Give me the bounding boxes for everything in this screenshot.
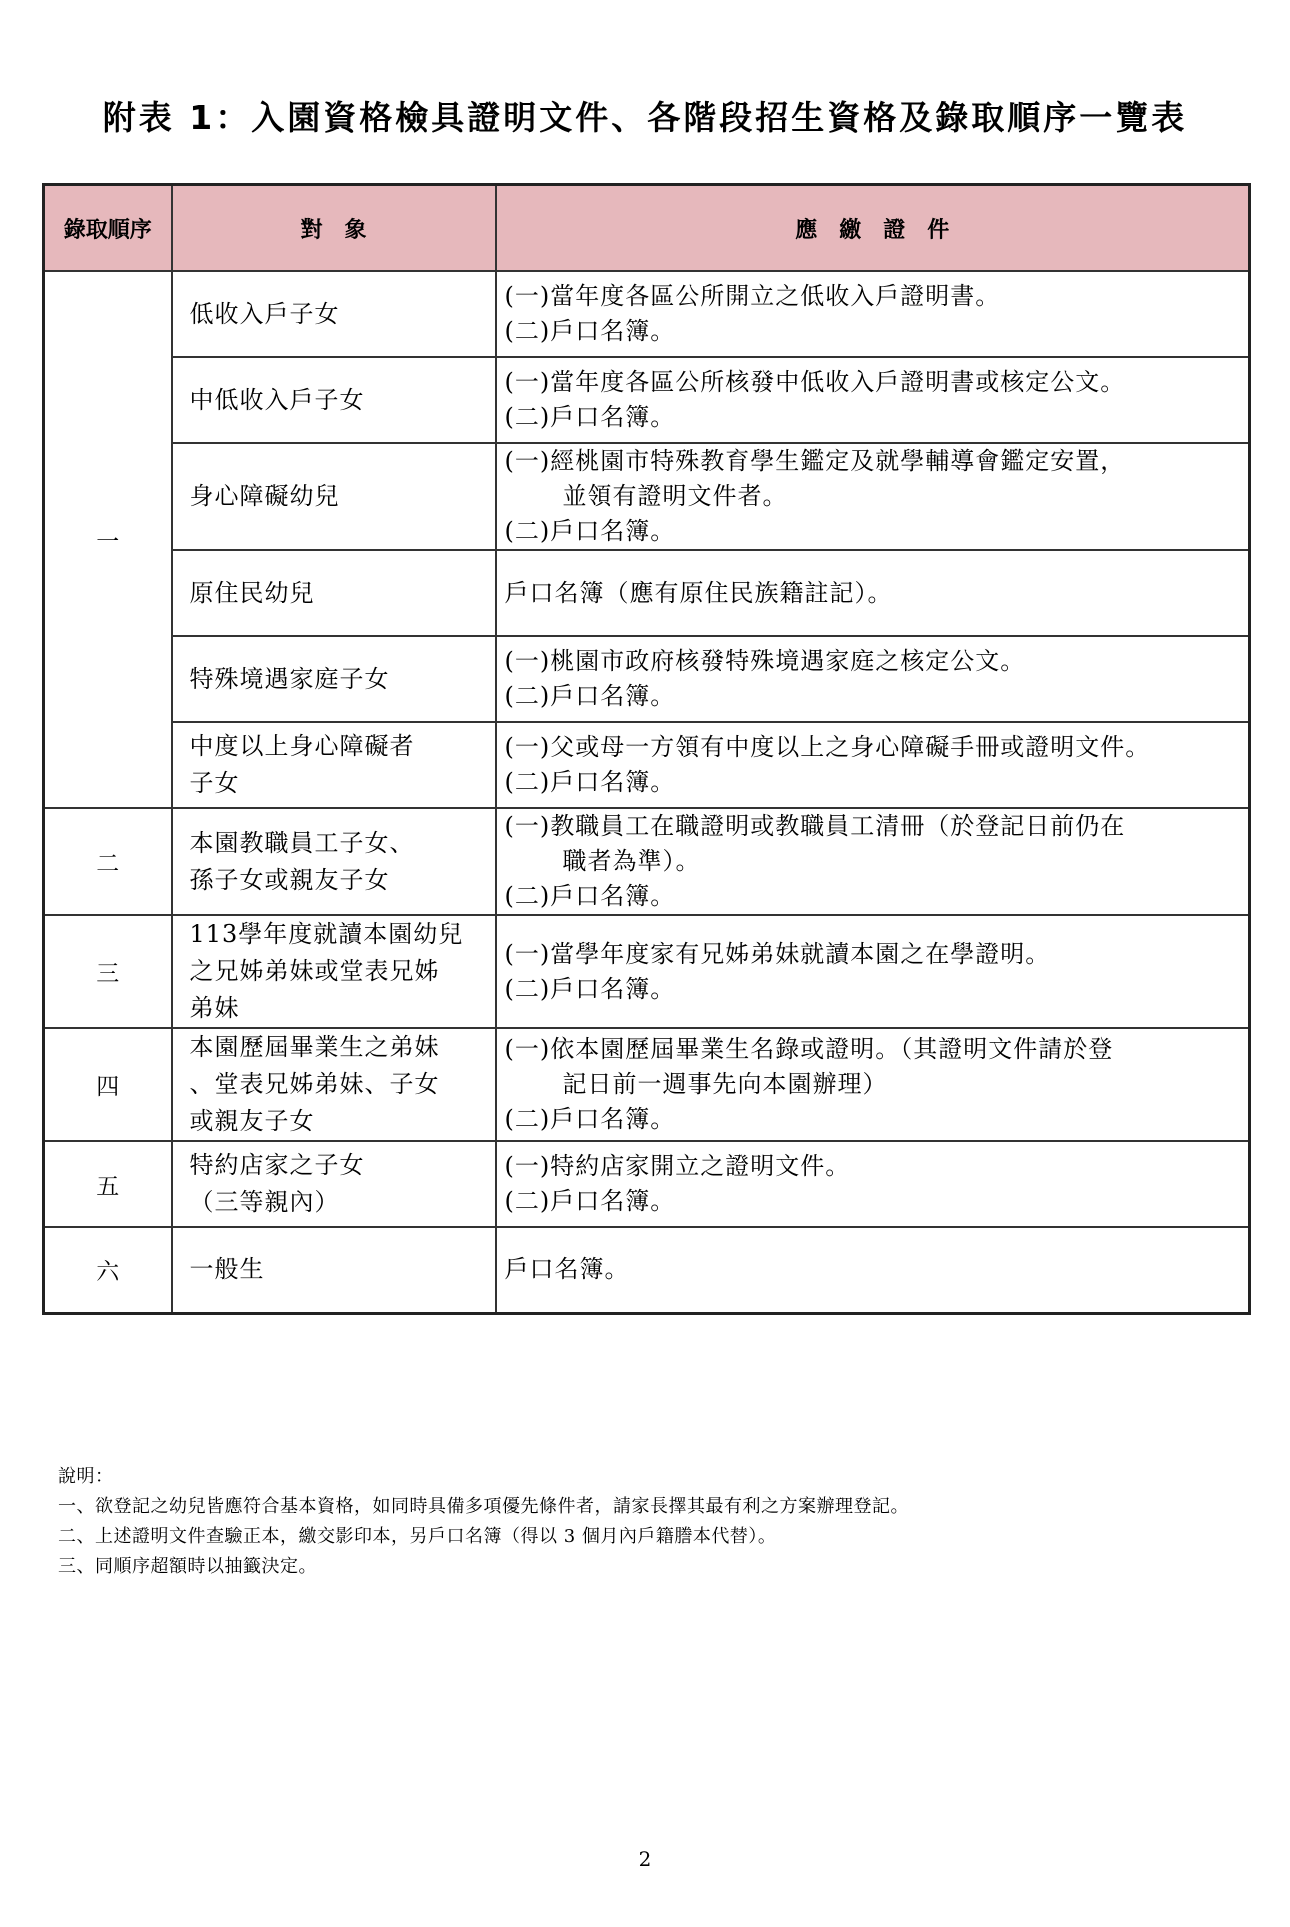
target-line: 身心障礙幼兒: [189, 482, 340, 510]
target-line: （三等親內）: [189, 1188, 340, 1216]
docs-cell: [496, 443, 1250, 550]
doc-line: 並領有證明文件者。: [562, 482, 788, 510]
docs-cell: [496, 550, 1250, 636]
target-cell: [172, 443, 496, 550]
header-target: 對 象: [172, 185, 496, 272]
note-item-2: 二、上述證明文件查驗正本，繳交影印本，另戶口名簿（得以 3 個月內戶籍謄本代替）。: [58, 1526, 777, 1547]
target-line: 中度以上身心障礙者: [189, 732, 415, 760]
doc-line: (一)當年度各區公所開立之低收入戶證明書。: [504, 282, 1001, 310]
target-cell: [172, 1141, 496, 1227]
table-row: [44, 1141, 1250, 1227]
order-cell: 三: [44, 915, 172, 1028]
target-line: 低收入戶子女: [189, 299, 340, 328]
target-line: 特殊境遇家庭子女: [189, 664, 390, 693]
docs-cell: [496, 271, 1250, 357]
target-cell: [172, 1227, 496, 1313]
doc-line: 戶口名簿。: [504, 1255, 630, 1284]
target-line: 中低收入戶子女: [189, 385, 365, 414]
docs-cell: [496, 357, 1250, 443]
target-line: 子女: [189, 769, 240, 797]
target-line: 特約店家之子女: [189, 1151, 365, 1179]
target-cell: [172, 271, 496, 357]
table-row: [44, 636, 1250, 722]
page-title: 附表 1：入園資格檢具證明文件、各階段招生資格及錄取順序一覽表: [102, 98, 1188, 137]
table-row: [44, 1028, 1250, 1141]
table-header-row: [44, 185, 1250, 272]
note-item-3: 三、同順序超額時以抽籤決定。: [58, 1556, 317, 1577]
doc-line: (二)戶口名簿。: [504, 517, 676, 545]
order-cell: 四: [44, 1028, 172, 1141]
target-line: 原住民幼兒: [189, 578, 315, 607]
table-row: [44, 271, 1250, 357]
target-line: 一般生: [189, 1255, 265, 1284]
target-line: 孫子女或親友子女: [189, 865, 390, 894]
target-line: 或親友子女: [189, 1107, 315, 1135]
admission-table: [42, 183, 1251, 1315]
target-line: 本園歷屆畢業生之弟妹: [189, 1033, 440, 1061]
table-row: [44, 550, 1250, 636]
notes: [58, 1462, 909, 1582]
table-row: [44, 1227, 1250, 1313]
docs-cell: [496, 1227, 1250, 1313]
doc-line: (一)依本園歷屆畢業生名錄或證明。（其證明文件請於登: [504, 1035, 1114, 1063]
target-line: 本園教職員工子女、: [189, 828, 415, 857]
doc-line: (二)戶口名簿。: [504, 682, 676, 710]
target-cell: [172, 636, 496, 722]
doc-line: (二)戶口名簿。: [504, 403, 676, 431]
doc-line: (二)戶口名簿。: [504, 974, 676, 1003]
doc-line: (一)父或母一方領有中度以上之身心障礙手冊或證明文件。: [504, 733, 1151, 761]
doc-line: (二)戶口名簿。: [504, 882, 676, 910]
target-line: 、堂表兄姊弟妹、子女: [189, 1070, 440, 1098]
doc-line: (一)桃園市政府核發特殊境遇家庭之核定公文。: [504, 647, 1026, 675]
table-row: [44, 357, 1250, 443]
doc-line: 職者為準）。: [562, 847, 701, 875]
doc-line: (二)戶口名簿。: [504, 317, 676, 345]
order-cell: 六: [44, 1227, 172, 1313]
order-cell: 一: [44, 271, 172, 808]
docs-cell: [496, 915, 1250, 1028]
doc-line: (二)戶口名簿。: [504, 1187, 676, 1215]
doc-line: (一)教職員工在職證明或教職員工清冊（於登記日前仍在: [504, 812, 1126, 840]
page-number: 2: [638, 1847, 652, 1871]
docs-cell: [496, 722, 1250, 808]
target-cell: [172, 808, 496, 915]
order-cell: 五: [44, 1141, 172, 1227]
order-cell: 二: [44, 808, 172, 915]
target-line: 113學年度就讀本園幼兒: [189, 920, 464, 948]
note-item-1: 一、欲登記之幼兒皆應符合基本資格，如同時具備多項優先條件者，請家長擇其最有利之方案辦理登記。: [58, 1496, 909, 1517]
target-cell: [172, 722, 496, 808]
target-cell: [172, 550, 496, 636]
docs-cell: [496, 1028, 1250, 1141]
target-cell: [172, 915, 496, 1028]
header-docs: 應 繳 證 件: [496, 185, 1250, 272]
table-row: [44, 915, 1250, 1028]
doc-line: 記日前一週事先向本園辦理）: [562, 1070, 888, 1098]
target-line: 弟妹: [189, 994, 240, 1022]
table-row: [44, 808, 1250, 915]
doc-line: (一)當學年度家有兄姊弟妹就讀本園之在學證明。: [504, 939, 1051, 968]
header-order: 錄取順序: [44, 185, 172, 272]
target-line: 之兄姊弟妹或堂表兄姊: [189, 957, 440, 985]
docs-cell: [496, 808, 1250, 915]
doc-line: 戶口名簿（應有原住民族籍註記）。: [504, 578, 893, 607]
doc-line: (二)戶口名簿。: [504, 1105, 676, 1133]
notes-heading: 說明：: [58, 1466, 114, 1487]
doc-line: (一)特約店家開立之證明文件。: [504, 1152, 851, 1180]
table-row: [44, 443, 1250, 550]
doc-line: (二)戶口名簿。: [504, 768, 676, 796]
table-row: [44, 722, 1250, 808]
target-cell: [172, 357, 496, 443]
docs-cell: [496, 636, 1250, 722]
target-cell: [172, 1028, 496, 1141]
docs-cell: [496, 1141, 1250, 1227]
doc-line: (一)當年度各區公所核發中低收入戶證明書或核定公文。: [504, 368, 1126, 396]
doc-line: (一)經桃園市特殊教育學生鑑定及就學輔導會鑑定安置，: [504, 447, 1126, 475]
